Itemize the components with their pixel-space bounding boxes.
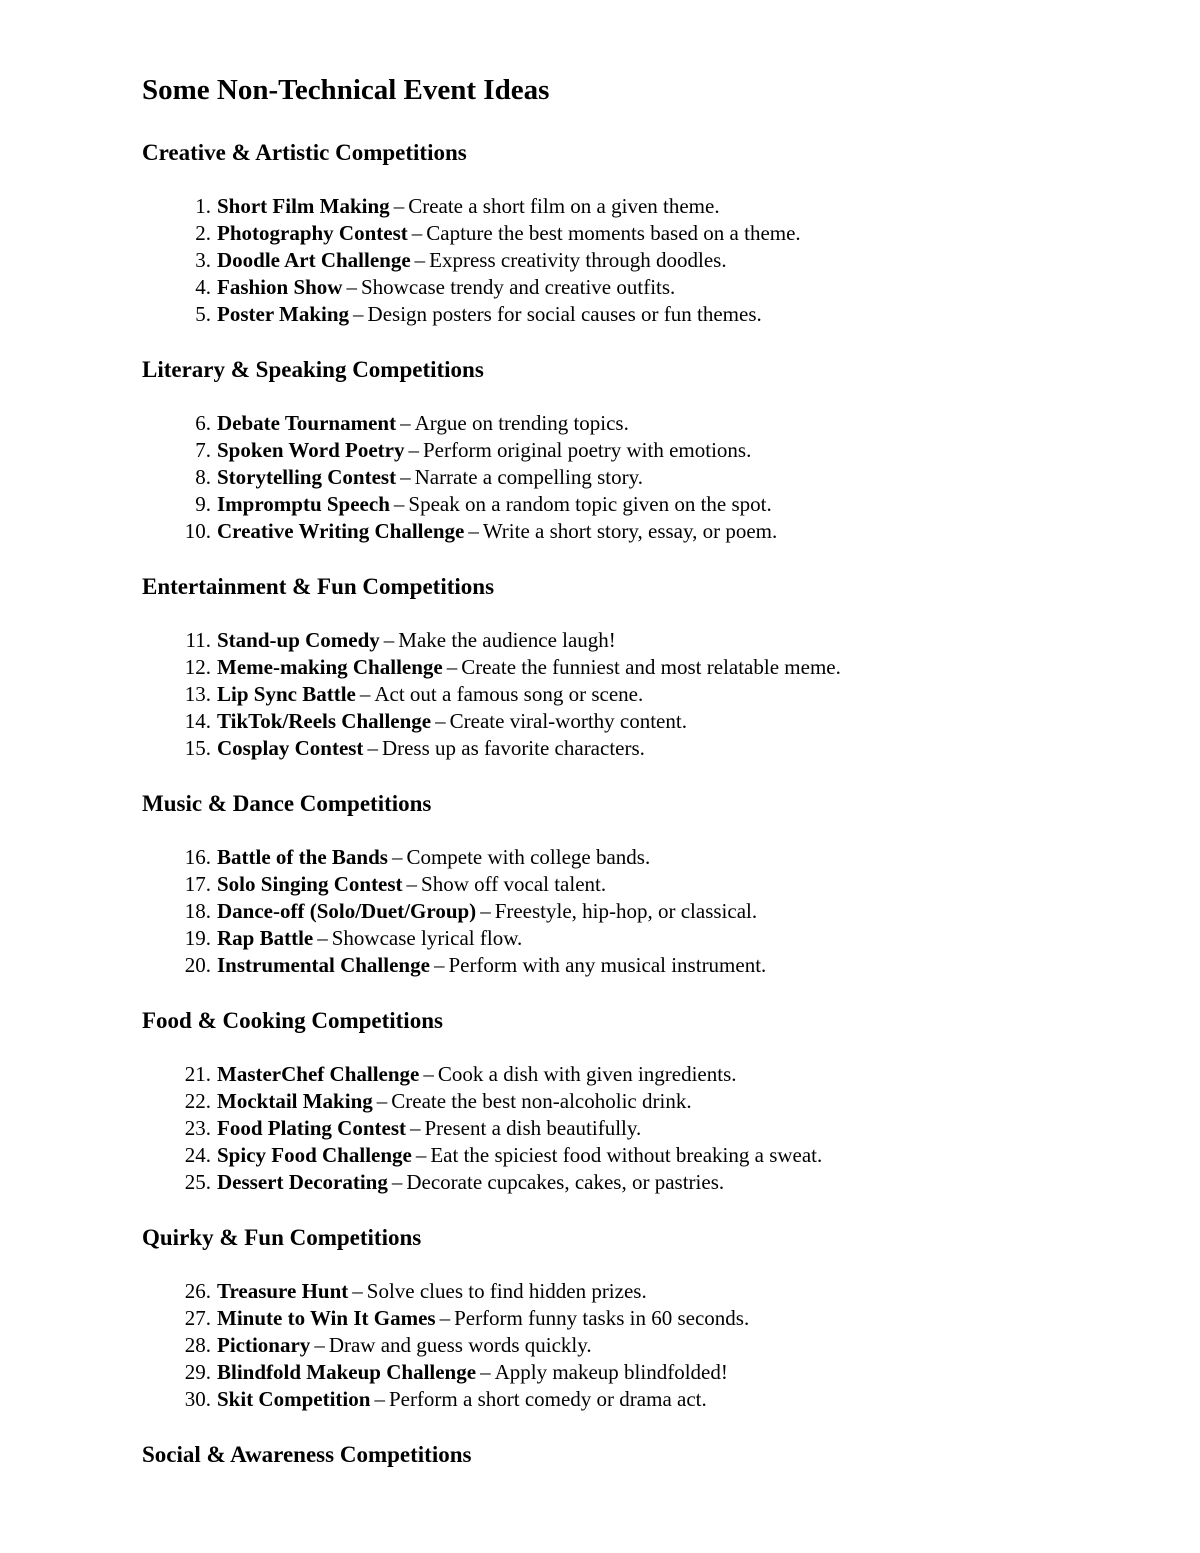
item-name: Creative Writing Challenge: [217, 519, 465, 543]
list-item: [142, 735, 1142, 762]
item-number-wrapper: [142, 437, 211, 464]
item-separator: –: [346, 275, 357, 299]
item-body: [211, 247, 727, 274]
item-body: [211, 491, 772, 518]
item-separator: –: [480, 899, 491, 923]
section-heading: Music & Dance Competitions: [142, 791, 432, 816]
list-item: [142, 681, 1142, 708]
item-description: Create a short film on a given theme.: [408, 194, 720, 218]
section-heading: Literary & Speaking Competitions: [142, 357, 484, 382]
section-heading: Creative & Artistic Competitions: [142, 140, 467, 165]
item-number-wrapper: [142, 193, 211, 220]
section: [142, 1223, 1142, 1413]
list-item: [142, 193, 1142, 220]
item-name: Battle of the Bands: [217, 845, 388, 869]
item-body: [211, 518, 777, 545]
item-number-wrapper: [142, 844, 211, 871]
item-separator: –: [359, 682, 371, 706]
item-number-wrapper: [142, 681, 211, 708]
item-name: Spoken Word Poetry: [217, 438, 405, 462]
item-body: [211, 1278, 647, 1305]
item-description: Narrate a compelling story.: [414, 465, 643, 489]
section: [142, 138, 1142, 328]
item-number-wrapper: [142, 518, 211, 545]
list-item: [142, 1332, 1142, 1359]
item-description: Act out a famous song or scene.: [374, 682, 644, 706]
list-item: [142, 220, 1142, 247]
item-number: 19.: [184, 926, 211, 950]
item-body: [211, 925, 522, 952]
item-number-wrapper: [142, 1359, 211, 1386]
list-item: [142, 952, 1142, 979]
item-description: Make the audience laugh!: [398, 628, 616, 652]
event-list: [142, 410, 1142, 545]
section: [142, 355, 1142, 545]
item-number: 13.: [184, 682, 211, 706]
item-number: 3.: [195, 248, 211, 272]
item-body: [211, 1386, 707, 1413]
item-description: Capture the best moments based on a theme.: [426, 221, 801, 245]
item-description: Draw and guess words quickly.: [328, 1333, 592, 1357]
item-number-wrapper: [142, 898, 211, 925]
list-item: [142, 464, 1142, 491]
item-number: 20.: [184, 953, 211, 977]
item-separator: –: [314, 1333, 325, 1357]
item-number-wrapper: [142, 410, 211, 437]
item-description: Eat the spiciest food without breaking a sweat.: [430, 1143, 823, 1167]
section: [142, 789, 1142, 979]
item-number: 5.: [195, 302, 211, 326]
item-number-wrapper: [142, 274, 211, 301]
item-number-wrapper: [142, 952, 211, 979]
item-body: [211, 735, 645, 762]
event-list: [142, 1061, 1142, 1196]
item-name: Fashion Show: [217, 275, 343, 299]
item-body: [211, 1169, 724, 1196]
item-number: 14.: [184, 709, 211, 733]
item-separator: –: [391, 845, 403, 869]
item-name: Cosplay Contest: [217, 736, 364, 760]
item-separator: –: [367, 736, 378, 760]
item-number: 22.: [184, 1089, 211, 1113]
item-number-wrapper: [142, 627, 211, 654]
list-item: [142, 1359, 1142, 1386]
item-name: Rap Battle: [217, 926, 314, 950]
item-number-wrapper: [142, 735, 211, 762]
item-number-wrapper: [142, 491, 211, 518]
list-item: [142, 1088, 1142, 1115]
item-description: Perform with any musical instrument.: [448, 953, 767, 977]
section-heading: Quirky & Fun Competitions: [142, 1225, 422, 1250]
list-item: [142, 654, 1142, 681]
list-item: [142, 1169, 1142, 1196]
item-separator: –: [376, 1089, 388, 1113]
list-item: [142, 844, 1142, 871]
item-description: Design posters for social causes or fun themes.: [367, 302, 762, 326]
item-description: Perform a short comedy or drama act.: [388, 1387, 707, 1411]
item-separator: –: [439, 1306, 451, 1330]
item-body: [211, 301, 762, 328]
item-number: 25.: [184, 1170, 211, 1194]
item-description: Compete with college bands.: [406, 845, 651, 869]
section-heading: Food & Cooking Competitions: [142, 1008, 443, 1033]
item-description: Write a short story, essay, or poem.: [482, 519, 778, 543]
item-number-wrapper: [142, 925, 211, 952]
item-name: Pictionary: [217, 1333, 311, 1357]
item-name: MasterChef Challenge: [217, 1062, 420, 1086]
item-number-wrapper: [142, 1386, 211, 1413]
item-name: Dance-off (Solo/Duet/Group): [217, 899, 477, 923]
item-body: [211, 220, 801, 247]
item-description: Express creativity through doodles.: [429, 248, 727, 272]
list-item: [142, 708, 1142, 735]
item-separator: –: [415, 1143, 427, 1167]
list-item: [142, 274, 1142, 301]
item-body: [211, 871, 606, 898]
item-number: 16.: [184, 845, 211, 869]
section-heading: Social & Awareness Competitions: [142, 1442, 472, 1467]
section: [142, 1440, 1142, 1470]
item-number-wrapper: [142, 654, 211, 681]
item-separator: –: [410, 1116, 421, 1140]
item-number-wrapper: [142, 220, 211, 247]
item-number-wrapper: [142, 1142, 211, 1169]
sections-container: [142, 138, 1142, 1470]
item-name: Blindfold Makeup Challenge: [217, 1360, 477, 1384]
list-item: [142, 1115, 1142, 1142]
item-separator: –: [446, 655, 458, 679]
item-separator: –: [400, 411, 411, 435]
item-body: [211, 437, 751, 464]
item-body: [211, 708, 687, 735]
list-item: [142, 1278, 1142, 1305]
item-number: 26.: [184, 1279, 211, 1303]
item-description: Perform original poetry with emotions.: [422, 438, 752, 462]
item-separator: –: [393, 492, 405, 516]
item-number: 9.: [195, 492, 211, 516]
item-number: 6.: [195, 411, 211, 435]
item-description: Apply makeup blindfolded!: [494, 1360, 728, 1384]
item-name: TikTok/Reels Challenge: [217, 709, 432, 733]
item-name: Instrumental Challenge: [217, 953, 430, 977]
page-title: Some Non-Technical Event Ideas: [142, 74, 550, 106]
list-item: [142, 491, 1142, 518]
list-item: [142, 1386, 1142, 1413]
item-name: Photography Contest: [217, 221, 408, 245]
item-number: 10.: [184, 519, 211, 543]
item-separator: –: [468, 519, 479, 543]
item-name: Debate Tournament: [217, 411, 397, 435]
item-name: Solo Singing Contest: [217, 872, 403, 896]
item-name: Doodle Art Challenge: [217, 248, 411, 272]
item-number: 29.: [184, 1360, 211, 1384]
item-name: Stand-up Comedy: [217, 628, 380, 652]
list-item: [142, 437, 1142, 464]
item-number-wrapper: [142, 1088, 211, 1115]
event-list: [142, 193, 1142, 328]
item-body: [211, 681, 643, 708]
item-number: 1.: [195, 194, 211, 218]
item-number: 15.: [184, 736, 211, 760]
item-number: 27.: [184, 1306, 211, 1330]
list-item: [142, 1142, 1142, 1169]
document-page: [142, 72, 1142, 1470]
item-separator: –: [352, 1279, 363, 1303]
item-body: [211, 464, 643, 491]
item-number: 8.: [195, 465, 211, 489]
event-list: [142, 844, 1142, 979]
list-item: [142, 301, 1142, 328]
item-separator: –: [383, 628, 395, 652]
item-body: [211, 1142, 822, 1169]
list-item: [142, 627, 1142, 654]
item-number-wrapper: [142, 1278, 211, 1305]
item-name: Meme-making Challenge: [217, 655, 443, 679]
item-number: 28.: [184, 1333, 211, 1357]
item-body: [211, 1332, 592, 1359]
item-body: [211, 1088, 692, 1115]
item-number-wrapper: [142, 708, 211, 735]
item-number: 7.: [195, 438, 211, 462]
item-separator: –: [435, 709, 446, 733]
item-name: Impromptu Speech: [217, 492, 390, 516]
item-separator: –: [408, 438, 419, 462]
section: [142, 572, 1142, 762]
item-name: Lip Sync Battle: [217, 682, 356, 706]
item-number: 2.: [195, 221, 211, 245]
item-body: [211, 627, 616, 654]
item-body: [211, 952, 766, 979]
item-number: 21.: [184, 1062, 211, 1086]
item-number-wrapper: [142, 301, 211, 328]
item-number: 17.: [184, 872, 211, 896]
item-name: Skit Competition: [217, 1387, 371, 1411]
item-description: Show off vocal talent.: [421, 872, 607, 896]
item-separator: –: [411, 221, 423, 245]
item-name: Spicy Food Challenge: [217, 1143, 412, 1167]
item-separator: –: [317, 926, 328, 950]
list-item: [142, 898, 1142, 925]
item-description: Decorate cupcakes, cakes, or pastries.: [406, 1170, 725, 1194]
item-number-wrapper: [142, 247, 211, 274]
item-name: Food Plating Contest: [217, 1116, 406, 1140]
item-name: Poster Making: [217, 302, 350, 326]
item-number: 4.: [195, 275, 211, 299]
item-name: Treasure Hunt: [217, 1279, 349, 1303]
item-name: Dessert Decorating: [217, 1170, 388, 1194]
item-separator: –: [406, 872, 418, 896]
item-description: Speak on a random topic given on the spot.: [408, 492, 772, 516]
item-separator: –: [433, 953, 445, 977]
list-item: [142, 925, 1142, 952]
item-body: [211, 654, 841, 681]
list-item: [142, 871, 1142, 898]
item-body: [211, 1305, 749, 1332]
item-number: 12.: [184, 655, 211, 679]
item-body: [211, 410, 629, 437]
item-number-wrapper: [142, 1061, 211, 1088]
item-body: [211, 1359, 728, 1386]
item-body: [211, 274, 675, 301]
item-number-wrapper: [142, 1305, 211, 1332]
list-item: [142, 1061, 1142, 1088]
item-description: Create the funniest and most relatable meme.: [461, 655, 841, 679]
item-body: [211, 844, 650, 871]
item-body: [211, 193, 720, 220]
item-description: Dress up as favorite characters.: [381, 736, 645, 760]
event-list: [142, 627, 1142, 762]
item-separator: –: [423, 1062, 434, 1086]
item-separator: –: [391, 1170, 403, 1194]
item-separator: –: [480, 1360, 491, 1384]
item-separator: –: [393, 194, 405, 218]
item-body: [211, 898, 757, 925]
item-body: [211, 1115, 641, 1142]
item-number-wrapper: [142, 1332, 211, 1359]
item-separator: –: [400, 465, 411, 489]
item-separator: –: [414, 248, 426, 272]
item-description: Argue on trending topics.: [414, 411, 629, 435]
item-body: [211, 1061, 737, 1088]
item-number: 11.: [185, 628, 211, 652]
item-separator: –: [353, 302, 364, 326]
item-description: Showcase lyrical flow.: [331, 926, 523, 950]
item-number: 30.: [184, 1387, 211, 1411]
item-description: Freestyle, hip-hop, or classical.: [494, 899, 758, 923]
item-description: Create the best non-alcoholic drink.: [391, 1089, 692, 1113]
item-name: Minute to Win It Games: [217, 1306, 436, 1330]
list-item: [142, 518, 1142, 545]
item-description: Cook a dish with given ingredients.: [437, 1062, 737, 1086]
section: [142, 1006, 1142, 1196]
item-name: Storytelling Contest: [217, 465, 397, 489]
item-number: 23.: [184, 1116, 211, 1140]
list-item: [142, 247, 1142, 274]
event-list: [142, 1278, 1142, 1413]
item-description: Create viral-worthy content.: [449, 709, 687, 733]
item-number-wrapper: [142, 1115, 211, 1142]
item-number: 18.: [184, 899, 211, 923]
list-item: [142, 1305, 1142, 1332]
item-number: 24.: [184, 1143, 211, 1167]
item-number-wrapper: [142, 464, 211, 491]
item-name: Short Film Making: [217, 194, 390, 218]
item-description: Perform funny tasks in 60 seconds.: [454, 1306, 750, 1330]
item-number-wrapper: [142, 871, 211, 898]
item-description: Present a dish beautifully.: [424, 1116, 642, 1140]
item-description: Solve clues to find hidden prizes.: [366, 1279, 647, 1303]
list-item: [142, 410, 1142, 437]
item-number-wrapper: [142, 1169, 211, 1196]
item-description: Showcase trendy and creative outfits.: [360, 275, 676, 299]
item-separator: –: [374, 1387, 385, 1411]
item-name: Mocktail Making: [217, 1089, 373, 1113]
section-heading: Entertainment & Fun Competitions: [142, 574, 495, 599]
